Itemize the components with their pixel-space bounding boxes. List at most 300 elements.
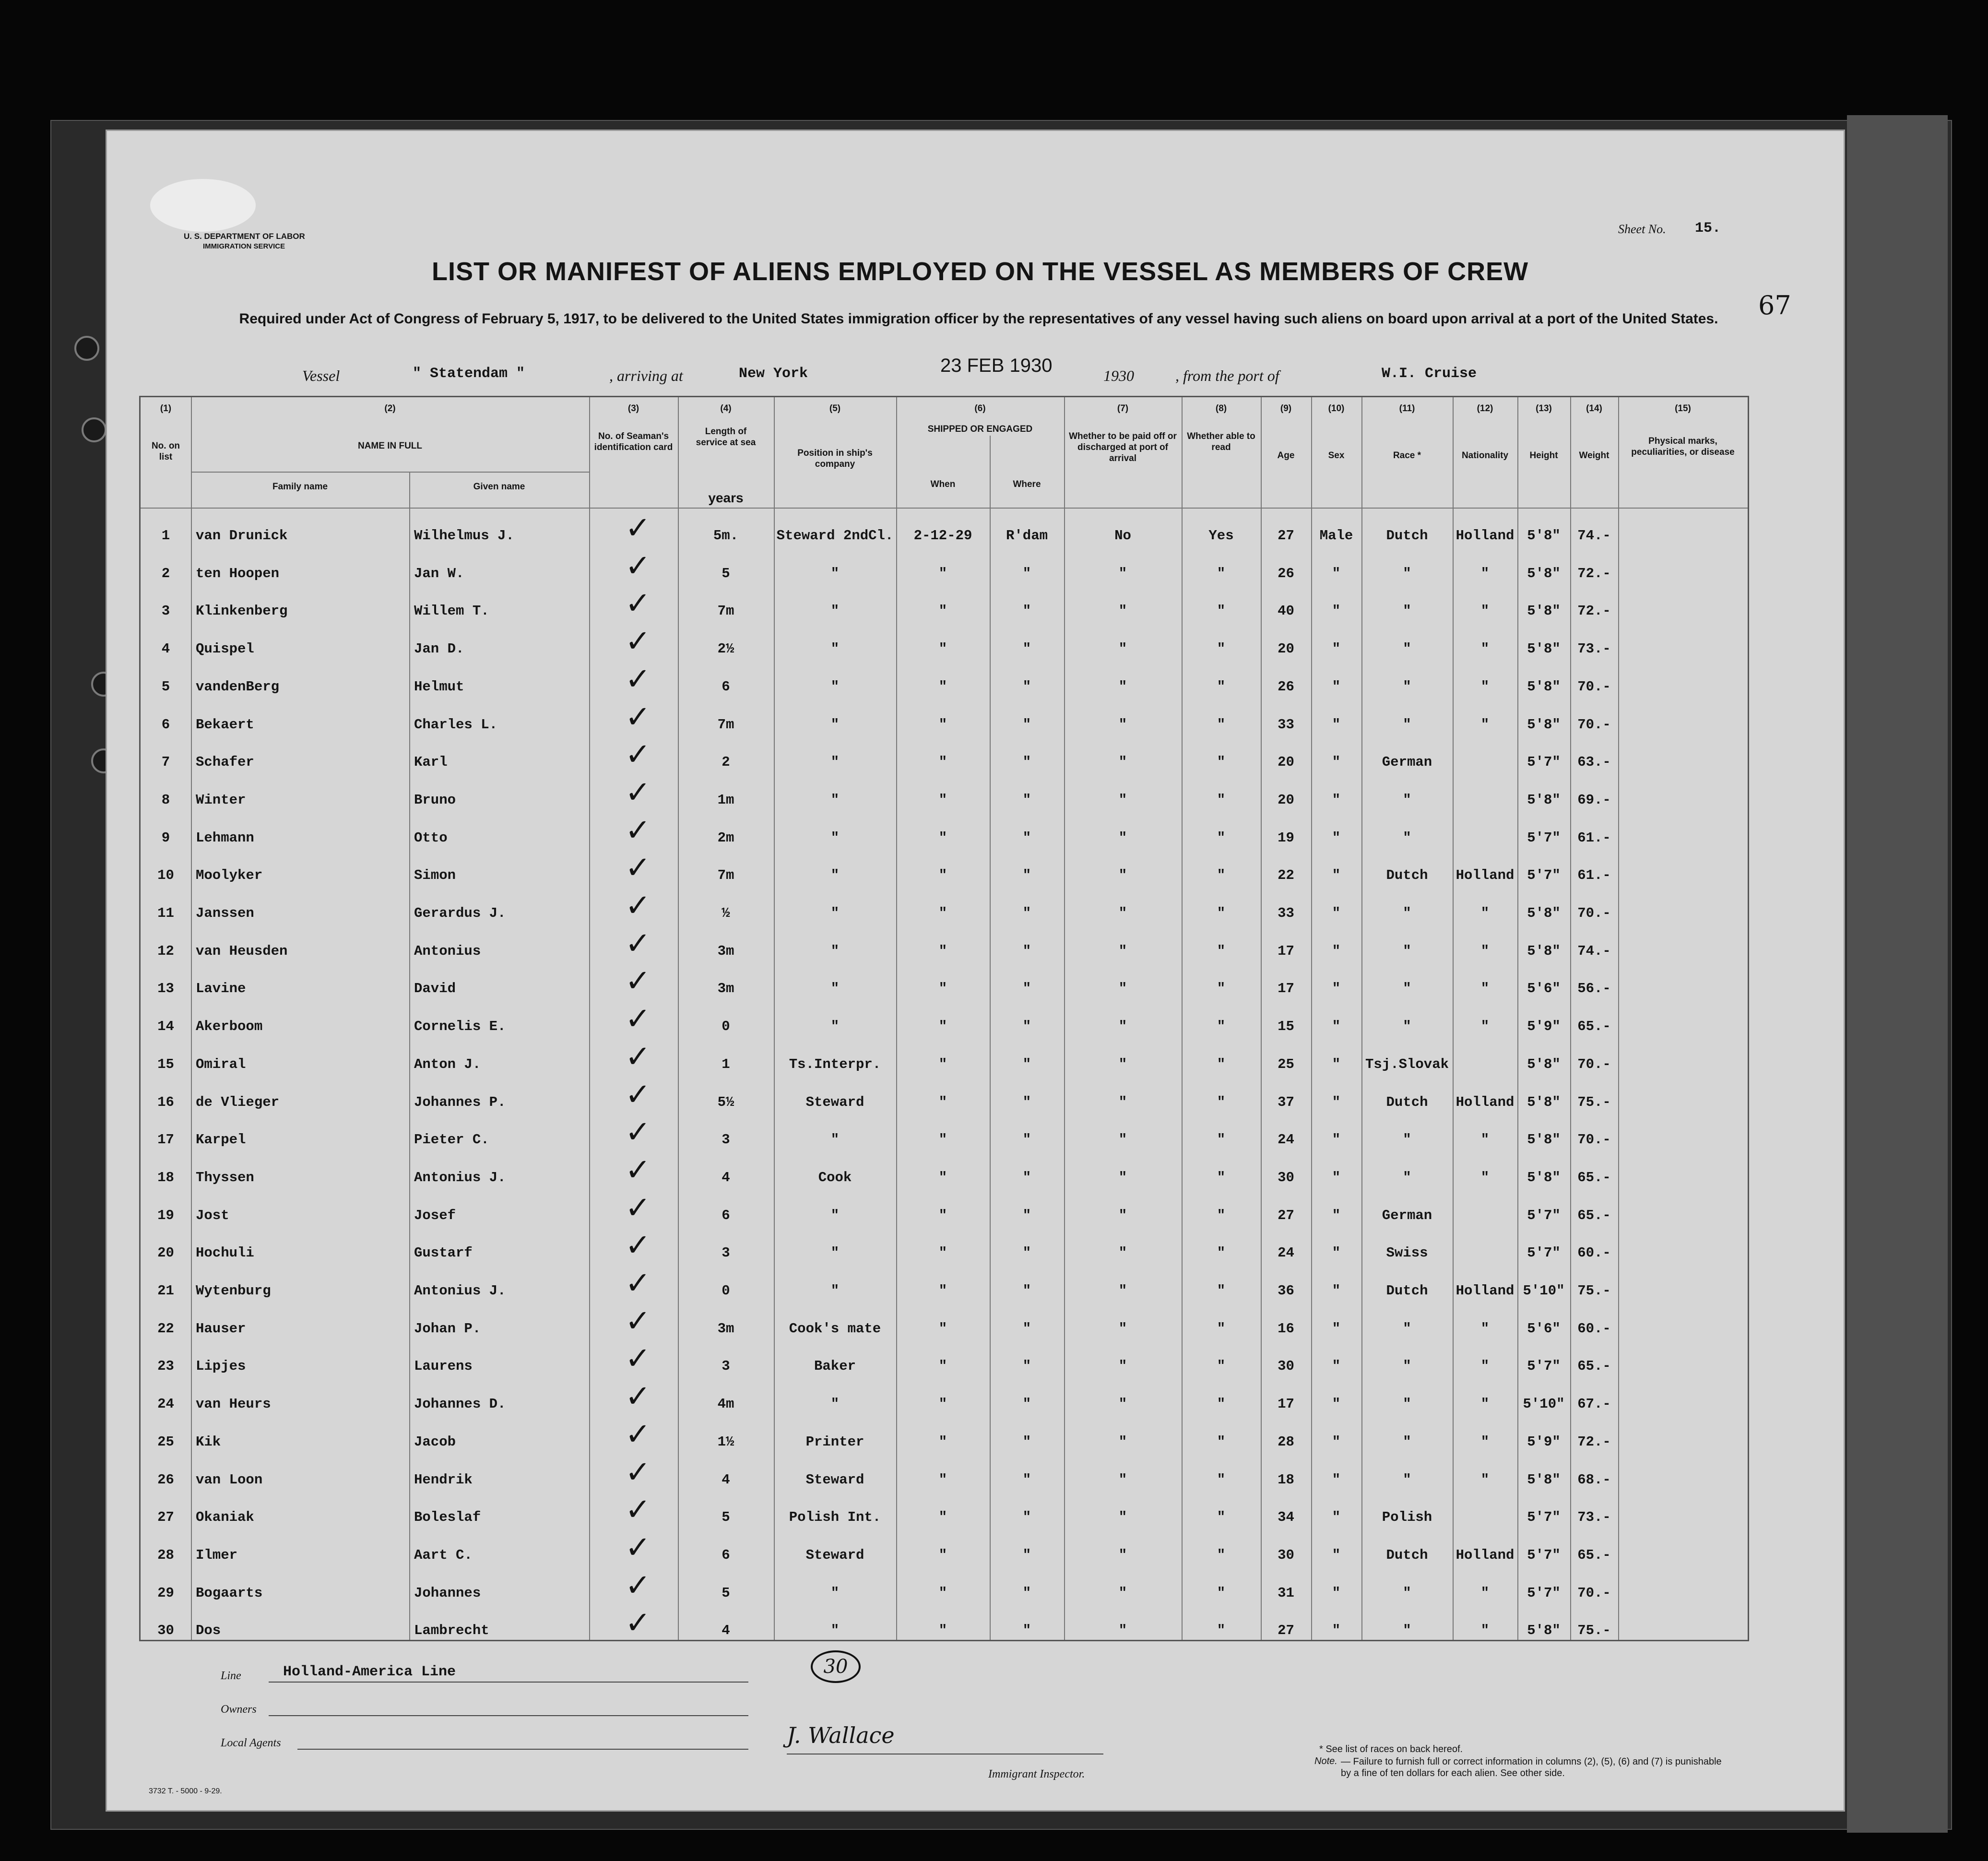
cell-age: 37: [1278, 1094, 1294, 1110]
cell-nationality: ": [1480, 678, 1490, 695]
cell-nationality: ": [1480, 1585, 1490, 1601]
cell-service: 3m: [717, 943, 734, 959]
cell-nationality: ": [1480, 565, 1490, 581]
vessel-name: " Statendam ": [413, 366, 525, 382]
cell-read: ": [1217, 1547, 1226, 1563]
cell-race: Dutch: [1386, 528, 1428, 544]
cell-position: ": [830, 1585, 840, 1601]
cell-read: ": [1217, 1320, 1226, 1337]
cell-where: ": [1022, 1056, 1031, 1072]
service-label: IMMIGRATION SERVICE: [203, 242, 285, 250]
cell-nationality: Holland: [1456, 1283, 1515, 1299]
cell-weight: 70.-: [1577, 1132, 1611, 1148]
cell-no: 17: [157, 1132, 174, 1148]
cell-sex: ": [1332, 1019, 1341, 1035]
cell-weight: 63.-: [1577, 754, 1611, 770]
cell-service: 7m: [717, 603, 734, 619]
cell-nationality: ": [1480, 716, 1490, 733]
cell-nationality: ": [1480, 943, 1490, 959]
department-stamp: [150, 179, 256, 232]
cell-where: R'dam: [1006, 528, 1048, 544]
checkmark-icon: ✓: [625, 925, 651, 961]
cell-no: 2: [161, 565, 170, 581]
cell-family: Hauser: [196, 1320, 246, 1337]
cell-height: 5'8": [1527, 678, 1561, 695]
cell-paid: ": [1118, 1019, 1127, 1035]
col4-number: (4): [720, 403, 732, 414]
cell-service: ½: [722, 905, 730, 921]
cell-age: 36: [1278, 1283, 1294, 1299]
table-row: [141, 1567, 1748, 1612]
cell-no: 11: [157, 905, 174, 921]
cell-age: 28: [1278, 1434, 1294, 1450]
col4-unit: years: [708, 490, 744, 505]
cell-where: ": [1022, 943, 1031, 959]
cell-height: 5'7": [1527, 830, 1561, 846]
cell-read: ": [1217, 1585, 1226, 1601]
cell-service: 2m: [717, 830, 734, 846]
cell-sex: ": [1332, 943, 1341, 959]
cell-given: Lambrecht: [414, 1623, 489, 1639]
cell-position: ": [830, 565, 840, 581]
checkmark-icon: ✓: [625, 737, 651, 773]
circled-total-value: 30: [823, 1656, 848, 1678]
checkmark-icon: ✓: [625, 1454, 651, 1490]
cell-no: 14: [157, 1019, 174, 1035]
cell-position: ": [830, 1623, 840, 1639]
races-note: * See list of races on back hereof.: [1319, 1744, 1463, 1754]
cell-age: 27: [1278, 528, 1294, 544]
table-row: [141, 850, 1748, 894]
cell-read: ": [1217, 754, 1226, 770]
table-row: [141, 1341, 1748, 1385]
col6-label: SHIPPED OR ENGAGED: [927, 424, 1033, 434]
cell-family: van Drunick: [196, 528, 288, 544]
cell-no: 27: [157, 1509, 174, 1526]
cell-family: Thyssen: [196, 1169, 254, 1185]
cell-position: Printer: [805, 1434, 864, 1450]
cell-age: 26: [1278, 565, 1294, 581]
cell-service: 5½: [717, 1094, 734, 1110]
cell-position: Cook: [818, 1169, 852, 1185]
cell-position: Steward: [805, 1471, 864, 1488]
cell-family: Klinkenberg: [196, 603, 288, 619]
cell-weight: 72.-: [1577, 603, 1611, 619]
cell-weight: 70.-: [1577, 716, 1611, 733]
cell-read: ": [1217, 1169, 1226, 1185]
cell-given: Charles L.: [414, 716, 498, 733]
cell-given: Cornelis E.: [414, 1019, 506, 1035]
col3-number: (3): [627, 403, 639, 414]
cell-sex: ": [1332, 1132, 1341, 1148]
cell-where: ": [1022, 1019, 1031, 1035]
cell-given: Helmut: [414, 678, 464, 695]
date-stamp: 23 FEB 1930: [940, 355, 1053, 376]
cell-no: 8: [161, 792, 170, 808]
cell-age: 25: [1278, 1056, 1294, 1072]
cell-nationality: ": [1480, 1471, 1490, 1488]
col6-where-label: Where: [1013, 479, 1041, 489]
table-row: [141, 624, 1748, 668]
checkmark-icon: ✓: [625, 586, 651, 622]
col5-label: Position in ship's company: [797, 448, 873, 469]
owners-underline: [269, 1715, 748, 1716]
cell-service: 5: [722, 1509, 730, 1526]
cell-nationality: ": [1480, 1434, 1490, 1450]
cell-where: ": [1022, 754, 1031, 770]
cell-age: 33: [1278, 716, 1294, 733]
cell-when: ": [938, 1094, 947, 1110]
cell-sex: ": [1332, 1056, 1341, 1072]
cell-where: ": [1022, 1396, 1031, 1412]
cell-nationality: ": [1480, 1623, 1490, 1639]
cell-position: ": [830, 792, 840, 808]
cell-service: 6: [722, 1207, 730, 1223]
col1-label: No. on list: [151, 441, 180, 462]
cell-family: van Heusden: [196, 943, 288, 959]
cell-given: Willem T.: [414, 603, 489, 619]
cell-when: ": [938, 565, 947, 581]
line-value: Holland-America Line: [283, 1664, 456, 1680]
cell-sex: ": [1332, 1434, 1341, 1450]
cell-nationality: ": [1480, 603, 1490, 619]
cell-where: ": [1022, 603, 1031, 619]
cell-family: Kik: [196, 1434, 221, 1450]
cell-when: ": [938, 754, 947, 770]
cell-service: 4m: [717, 1396, 734, 1412]
cell-where: ": [1022, 905, 1031, 921]
crew-table: [139, 396, 1749, 1641]
local-agents-label: Local Agents: [221, 1737, 281, 1749]
cell-sex: ": [1332, 1396, 1341, 1412]
cell-paid: ": [1118, 1094, 1127, 1110]
cell-where: ": [1022, 1358, 1031, 1375]
cell-when: ": [938, 1547, 947, 1563]
cell-when: ": [938, 1169, 947, 1185]
cell-height: 5'8": [1527, 943, 1561, 959]
cell-paid: ": [1118, 641, 1127, 657]
cell-position: ": [830, 1132, 840, 1148]
cell-when: ": [938, 1207, 947, 1223]
cell-weight: 68.-: [1577, 1471, 1611, 1488]
cell-when: ": [938, 1019, 947, 1035]
table-row: [141, 1454, 1748, 1499]
col13-number: (13): [1536, 403, 1552, 414]
from-port: W.I. Cruise: [1382, 366, 1477, 382]
background-sheet-edge: [1847, 115, 1948, 1833]
cell-weight: 61.-: [1577, 830, 1611, 846]
cell-race: ": [1403, 943, 1411, 959]
cell-when: ": [938, 641, 947, 657]
checkmark-icon: ✓: [625, 1228, 651, 1264]
checkmark-icon: ✓: [625, 699, 651, 735]
cell-read: ": [1217, 830, 1226, 846]
cell-sex: ": [1332, 1094, 1341, 1110]
cell-weight: 70.-: [1577, 1585, 1611, 1601]
cell-no: 1: [161, 528, 170, 544]
col2-number: (2): [384, 403, 396, 414]
cell-weight: 73.-: [1577, 641, 1611, 657]
cell-read: ": [1217, 943, 1226, 959]
cell-no: 5: [161, 678, 170, 695]
cell-age: 18: [1278, 1471, 1294, 1488]
cell-when: 2-12-29: [913, 528, 972, 544]
circled-total: [811, 1650, 861, 1683]
cell-weight: 60.-: [1577, 1320, 1611, 1337]
cell-family: Lavine: [196, 981, 246, 997]
cell-age: 24: [1278, 1132, 1294, 1148]
cell-sex: ": [1332, 905, 1341, 921]
cell-read: ": [1217, 905, 1226, 921]
cell-paid: ": [1118, 867, 1127, 884]
cell-sex: ": [1332, 603, 1341, 619]
agents-underline: [297, 1749, 748, 1750]
cell-age: 17: [1278, 981, 1294, 997]
cell-paid: ": [1118, 1320, 1127, 1337]
arrival-year: 1930: [1103, 367, 1134, 384]
cell-read: ": [1217, 1509, 1226, 1526]
cell-family: ten Hoopen: [196, 565, 280, 581]
cell-read: ": [1217, 641, 1226, 657]
cell-age: 22: [1278, 867, 1294, 884]
cell-sex: ": [1332, 1320, 1341, 1337]
cell-weight: 65.-: [1577, 1358, 1611, 1375]
cell-read: ": [1217, 603, 1226, 619]
cell-weight: 74.-: [1577, 943, 1611, 959]
cell-given: Bruno: [414, 792, 456, 808]
cell-paid: ": [1118, 981, 1127, 997]
col2-label: NAME IN FULL: [357, 441, 423, 451]
checkmark-icon: ✓: [625, 1605, 651, 1641]
cell-age: 20: [1278, 792, 1294, 808]
cell-where: ": [1022, 1283, 1031, 1299]
table-row: [141, 1001, 1748, 1045]
table-row: [141, 1114, 1748, 1159]
cell-given: Antonius J.: [414, 1169, 506, 1185]
cell-when: ": [938, 1056, 947, 1072]
cell-weight: 70.-: [1577, 905, 1611, 921]
cell-where: ": [1022, 1169, 1031, 1185]
cell-where: ": [1022, 867, 1031, 884]
cell-paid: ": [1118, 1623, 1127, 1639]
checkmark-icon: ✓: [625, 1190, 651, 1226]
cell-read: ": [1217, 1623, 1226, 1639]
col12-number: (12): [1477, 403, 1493, 414]
cell-paid: ": [1118, 792, 1127, 808]
table-row: [141, 1228, 1748, 1272]
cell-height: 5'7": [1527, 1358, 1561, 1375]
cell-given: Laurens: [414, 1358, 473, 1375]
cell-nationality: ": [1480, 1358, 1490, 1375]
cell-age: 20: [1278, 641, 1294, 657]
sheet-label: Sheet No.: [1618, 222, 1666, 236]
cell-when: ": [938, 603, 947, 619]
cell-sex: ": [1332, 565, 1341, 581]
cell-race: ": [1403, 981, 1411, 997]
cell-where: ": [1022, 792, 1031, 808]
cell-height: 5'8": [1527, 1094, 1561, 1110]
cell-where: ": [1022, 565, 1031, 581]
cell-position: ": [830, 641, 840, 657]
cell-when: ": [938, 1320, 947, 1337]
cell-race: ": [1403, 641, 1411, 657]
cell-height: 5'8": [1527, 1471, 1561, 1488]
cell-paid: ": [1118, 678, 1127, 695]
cell-race: Dutch: [1386, 1547, 1428, 1563]
checkmark-icon: ✓: [625, 1492, 651, 1528]
cell-height: 5'7": [1527, 1207, 1561, 1223]
table-row: [141, 699, 1748, 744]
cell-read: ": [1217, 1019, 1226, 1035]
cell-weight: 69.-: [1577, 792, 1611, 808]
col15-number: (15): [1675, 403, 1691, 414]
cell-service: 1m: [717, 792, 734, 808]
cell-sex: ": [1332, 1169, 1341, 1185]
table-row: [141, 1152, 1748, 1197]
cell-read: ": [1217, 1434, 1226, 1450]
cell-weight: 72.-: [1577, 565, 1611, 581]
checkmark-icon: ✓: [625, 1266, 651, 1301]
note-label: Note.: [1314, 1756, 1337, 1766]
cell-weight: 72.-: [1577, 1434, 1611, 1450]
cell-paid: ": [1118, 1509, 1127, 1526]
cell-read: ": [1217, 1056, 1226, 1072]
cell-no: 24: [157, 1396, 174, 1412]
checkmark-icon: ✓: [625, 888, 651, 924]
owners-label: Owners: [221, 1703, 257, 1716]
cell-service: 4: [722, 1471, 730, 1488]
cell-no: 10: [157, 867, 174, 884]
cell-sex: ": [1332, 1283, 1341, 1299]
cell-when: ": [938, 1132, 947, 1148]
cell-when: ": [938, 792, 947, 808]
cell-service: 0: [722, 1283, 730, 1299]
cell-height: 5'9": [1527, 1434, 1561, 1450]
checkmark-icon: ✓: [625, 1529, 651, 1565]
cell-height: 5'8": [1527, 1056, 1561, 1072]
cell-age: 33: [1278, 905, 1294, 921]
col10-number: (10): [1328, 403, 1345, 414]
cell-service: 3m: [717, 1320, 734, 1337]
cell-race: ": [1403, 716, 1411, 733]
cell-race: ": [1403, 905, 1411, 921]
cell-age: 17: [1278, 1396, 1294, 1412]
cell-family: Hochuli: [196, 1245, 254, 1261]
checkmark-icon: ✓: [625, 1039, 651, 1075]
cell-height: 5'7": [1527, 1509, 1561, 1526]
cell-read: ": [1217, 792, 1226, 808]
col7-number: (7): [1117, 403, 1129, 414]
cell-nationality: ": [1480, 1132, 1490, 1148]
cell-family: vandenBerg: [196, 678, 280, 695]
cell-no: 13: [157, 981, 174, 997]
cell-when: ": [938, 1471, 947, 1488]
cell-service: 5: [722, 565, 730, 581]
cell-read: ": [1217, 565, 1226, 581]
note-text: — Failure to furnish full or correct information in columns (2), (5), (6) and (7) is punishable by a fine of ten dollars for each alien. See other side.: [1341, 1756, 1722, 1778]
cell-where: ": [1022, 716, 1031, 733]
table-row: [141, 661, 1748, 706]
cell-nationality: Holland: [1456, 528, 1515, 544]
cell-where: ": [1022, 1132, 1031, 1148]
table-row: [141, 1266, 1748, 1310]
cell-sex: ": [1332, 1471, 1341, 1488]
cell-race: ": [1403, 603, 1411, 619]
checkmark-icon: ✓: [625, 624, 651, 660]
cell-read: ": [1217, 1245, 1226, 1261]
vessel-label: Vessel: [302, 367, 340, 384]
cell-when: ": [938, 678, 947, 695]
cell-given: Simon: [414, 867, 456, 884]
cell-position: ": [830, 867, 840, 884]
arriving-label: , arriving at: [609, 367, 683, 384]
table-row: [141, 1379, 1748, 1423]
cell-paid: ": [1118, 1396, 1127, 1412]
cell-weight: 75.-: [1577, 1094, 1611, 1110]
cell-height: 5'8": [1527, 1132, 1561, 1148]
cell-given: Wilhelmus J.: [414, 528, 514, 544]
cell-nationality: Holland: [1456, 1547, 1515, 1563]
checkmark-icon: ✓: [625, 1341, 651, 1377]
cell-race: Dutch: [1386, 1283, 1428, 1299]
cell-position: ": [830, 1245, 840, 1261]
cell-race: ": [1403, 1434, 1411, 1450]
table-row: [141, 1039, 1748, 1083]
cell-given: Pieter C.: [414, 1132, 489, 1148]
cell-where: ": [1022, 1471, 1031, 1488]
cell-where: ": [1022, 1623, 1031, 1639]
cell-read: ": [1217, 1396, 1226, 1412]
cell-read: ": [1217, 867, 1226, 884]
cell-weight: 73.-: [1577, 1509, 1611, 1526]
cell-given: David: [414, 981, 456, 997]
cell-paid: ": [1118, 1283, 1127, 1299]
cell-where: ": [1022, 981, 1031, 997]
checkmark-icon: ✓: [625, 1303, 651, 1339]
cell-height: 5'8": [1527, 565, 1561, 581]
cell-nationality: ": [1480, 981, 1490, 997]
cell-weight: 75.-: [1577, 1283, 1611, 1299]
cell-weight: 65.-: [1577, 1169, 1611, 1185]
cell-where: ": [1022, 678, 1031, 695]
cell-age: 19: [1278, 830, 1294, 846]
cell-age: 27: [1278, 1623, 1294, 1639]
cell-family: Janssen: [196, 905, 254, 921]
cell-sex: ": [1332, 981, 1341, 997]
cell-age: 30: [1278, 1358, 1294, 1375]
cell-given: Jan D.: [414, 641, 464, 657]
cell-position: ": [830, 981, 840, 997]
cell-position: Ts.Interpr.: [789, 1056, 881, 1072]
cell-weight: 65.-: [1577, 1019, 1611, 1035]
cell-height: 5'6": [1527, 1320, 1561, 1337]
cell-weight: 65.-: [1577, 1547, 1611, 1563]
table-row: [141, 586, 1748, 630]
checkmark-icon: ✓: [625, 548, 651, 584]
cell-height: 5'8": [1527, 1169, 1561, 1185]
cell-position: ": [830, 1283, 840, 1299]
checkmark-icon: ✓: [625, 1416, 651, 1452]
cell-paid: ": [1118, 943, 1127, 959]
checkmark-icon: ✓: [625, 850, 651, 886]
checkmark-icon: ✓: [625, 1152, 651, 1188]
cell-weight: 74.-: [1577, 528, 1611, 544]
arrival-port: New York: [739, 366, 808, 382]
col2-family-label: Family name: [272, 482, 328, 492]
cell-height: 5'6": [1527, 981, 1561, 997]
cell-race: German: [1382, 1207, 1432, 1223]
header-divider: [141, 508, 1748, 509]
